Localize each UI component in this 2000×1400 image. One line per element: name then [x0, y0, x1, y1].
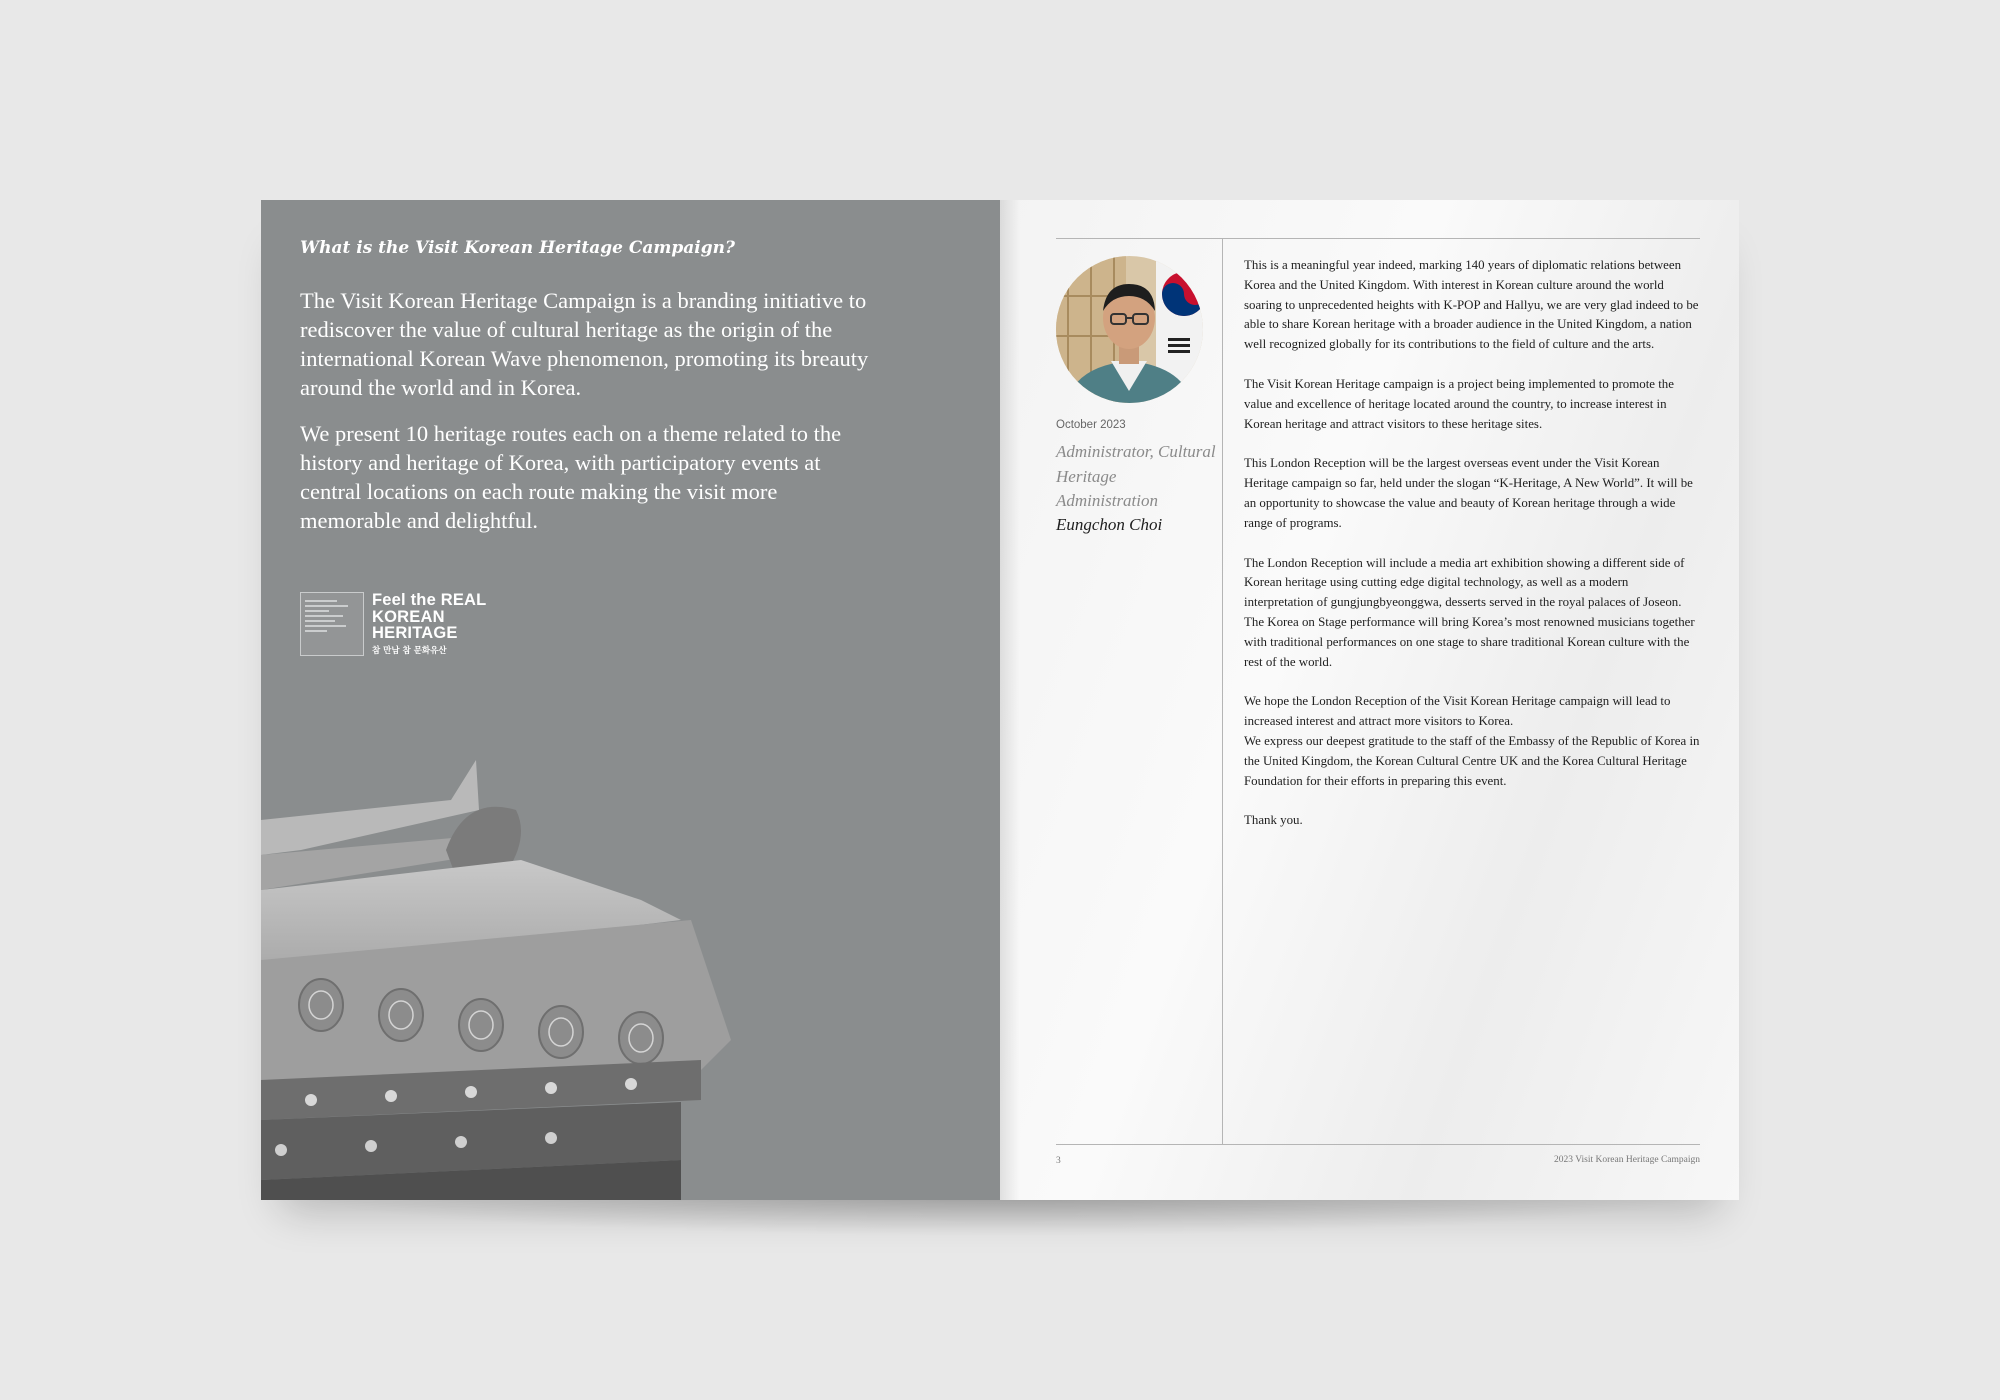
body-closing: Thank you. [1244, 813, 1303, 828]
logo-line-3: HERITAGE [372, 624, 458, 642]
top-rule [1056, 238, 1700, 239]
body-paragraph-3: This London Reception will be the largest overseas event under the Visit Korean Heritage campaign so far, held under the slogan “K-Heritage, A New World”. It will be an opportunity to showcase the value and beauty of Korean heritage through a wide range of programs. [1244, 456, 1693, 530]
logo-line-2: KOREAN [372, 607, 445, 626]
campaign-logo [300, 592, 520, 662]
spread-shadow [300, 1196, 1700, 1236]
signatory-name: Eungchon Choi [1056, 515, 1163, 534]
roof-tiles-illustration [261, 740, 751, 1200]
body-paragraph-6: We express our deepest gratitude to the staff of the Embassy of the Republic of Korea in the United Kingdom, the Korean Cultural Centre UK and the Korea Cultural Heritage Foundation for their efforts in preparing this event. [1244, 733, 1700, 788]
column-rule [1222, 238, 1223, 1144]
logo-wordmark [372, 592, 486, 642]
portrait-photo [1056, 256, 1203, 403]
logo-emblem-icon [300, 592, 364, 656]
running-footer: 2023 Visit Korean Heritage Campaign [1554, 1155, 1700, 1165]
body-paragraph-1: This is a meaningful year indeed, marking 140 years of diplomatic relations between Korea and the United Kingdom. With interest in Korean culture around the world soaring to unprecedented heights with K-POP and Hallyu, we are very glad indeed to be able to share Korean heritage with a broader audience in the United Kingdom, a nation well recognized globally for its contributions to the field of culture and the arts. [1244, 258, 1699, 352]
right-page [1000, 200, 1739, 1200]
page-gutter-shadow [1000, 200, 1020, 1200]
campaign-heading: What is the Visit Korean Heritage Campaign? [300, 238, 735, 258]
body-paragraph-2: The Visit Korean Heritage campaign is a project being implemented to promote the value and excellence of heritage located around the country, to increase interest in Korean heritage and attract visitors to these heritage sites. [1244, 376, 1674, 431]
signatory-title: Administrator, Cultural Heritage Administration [1056, 442, 1216, 510]
logo-line-1: Feel the REAL [372, 591, 487, 609]
page-number: 3 [1056, 1156, 1061, 1166]
brochure-spread [261, 200, 1739, 1200]
bottom-rule [1056, 1144, 1700, 1145]
letter-body [1244, 256, 1700, 851]
intro-paragraph-1: The Visit Korean Heritage Campaign is a branding initiative to rediscover the value of cultural heritage as the origin of the international Korean Wave phenomenon, promoting its breauty around the world and in Korea. [300, 288, 869, 400]
body-paragraph-5: We hope the London Reception of the Visit Korean Heritage campaign will lead to increased interest and attract more visitors to Korea. [1244, 694, 1671, 729]
letter-date: October 2023 [1056, 419, 1126, 431]
left-page [261, 200, 1000, 1200]
logo-korean-tagline: 참 만남 참 문화유산 [372, 646, 447, 656]
intro-paragraph-2: We present 10 heritage routes each on a theme related to the history and heritage of Korea, with participatory events at central locations on each route making the visit more memorable and delightful. [300, 421, 842, 533]
body-paragraph-4: The London Reception will include a media art exhibition showing a different side of Korean heritage using cutting edge digital technology, as well as a modern interpretation of gungjungbyeonggwa, desserts served in the royal palaces of Joseon. The Korea on Stage performance will bring Korea’s most renowned musicians together with traditional performances on one stage to share traditional Korean culture with the rest of the world. [1244, 555, 1695, 669]
